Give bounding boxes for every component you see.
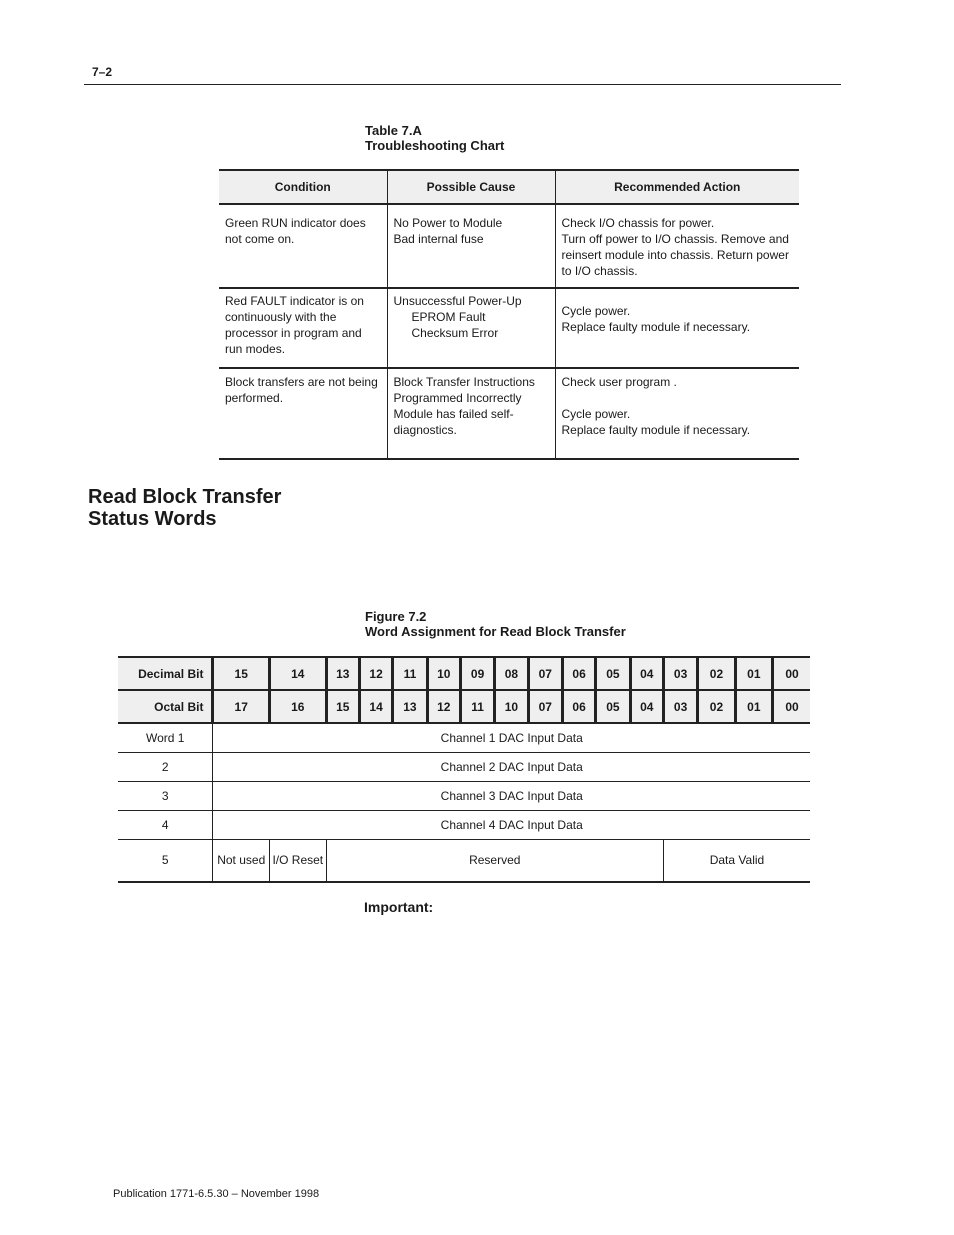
spacer: [562, 390, 794, 406]
action-item: Replace faulty module if necessary.: [561, 423, 751, 437]
octal-bit-cell: 06: [562, 690, 595, 723]
page-number: 7–2: [92, 65, 113, 79]
action-item: Replace faulty module if necessary.: [561, 320, 751, 334]
figure-caption: [365, 609, 626, 639]
action-cell: [555, 368, 799, 459]
decimal-bit-cell: 12: [359, 657, 392, 690]
cause-item: Bad internal fuse: [393, 232, 484, 246]
decimal-bit-cell: 02: [698, 657, 735, 690]
word-assignment-table: [118, 656, 810, 883]
decimal-bit-cell: 00: [773, 657, 810, 690]
cause-item: Unsuccessful Power-Up: [393, 294, 522, 308]
action-item: Check user program .: [561, 375, 677, 389]
action-cell: [555, 204, 799, 288]
octal-bit-cell: 13: [393, 690, 427, 723]
action-cell: [555, 288, 799, 368]
decimal-bit-cell: 05: [596, 657, 630, 690]
table-row: [219, 204, 799, 288]
important-label: Important:: [364, 899, 434, 915]
word-label: 5: [118, 840, 213, 883]
cause-cell: [387, 204, 555, 288]
word-label: 3: [118, 782, 213, 811]
section-title-line-2: Status Words: [88, 508, 217, 530]
decimal-bit-cell: 01: [735, 657, 772, 690]
octal-bit-label: Octal Bit: [118, 690, 213, 723]
word-row: [118, 840, 810, 883]
condition-cell: Red FAULT indicator is on continuously with the processor in program and run modes.: [219, 288, 387, 368]
header-divider: [84, 84, 841, 85]
word-content: Channel 3 DAC Input Data: [213, 782, 810, 811]
word-content: Channel 4 DAC Input Data: [213, 811, 810, 840]
decimal-bit-cell: 15: [213, 657, 270, 690]
cause-item: EPROM Fault: [411, 310, 486, 324]
decimal-bit-cell: 14: [270, 657, 327, 690]
publication-footer: Publication 1771-6.5.30 – November 1998: [113, 1188, 320, 1200]
table-row: [219, 368, 799, 459]
octal-bit-row: [118, 690, 810, 723]
word-label: 4: [118, 811, 213, 840]
decimal-bit-cell: 13: [326, 657, 359, 690]
figure-title: Word Assignment for Read Block Transfer: [365, 624, 626, 639]
octal-bit-cell: 03: [663, 690, 697, 723]
io-reset-cell: I/O Reset: [270, 840, 327, 883]
table-title: Troubleshooting Chart: [365, 138, 505, 153]
action-item: Turn off power to I/O chassis. Remove and reinsert module into chassis. Return power to I/O chassis.: [561, 232, 789, 278]
decimal-bit-cell: 04: [630, 657, 663, 690]
section-title-line-1: Read Block Transfer: [88, 486, 282, 508]
octal-bit-cell: 07: [528, 690, 562, 723]
table-label: Table 7.A: [365, 123, 422, 138]
not-used-cell: Not used: [213, 840, 270, 883]
header-possible-cause: Possible Cause: [387, 170, 555, 204]
octal-bit-cell: 00: [773, 690, 810, 723]
cause-item: No Power to Module: [393, 216, 503, 230]
octal-bit-cell: 12: [427, 690, 460, 723]
octal-bit-cell: 11: [460, 690, 494, 723]
reserved-cell: Reserved: [326, 840, 663, 883]
decimal-bit-cell: 10: [427, 657, 460, 690]
word-row: [118, 811, 810, 840]
action-item: Cycle power.: [561, 304, 631, 318]
word-row: [118, 753, 810, 782]
action-item: Check I/O chassis for power.: [561, 216, 715, 230]
word-content: Channel 2 DAC Input Data: [213, 753, 810, 782]
table-caption: [365, 123, 504, 153]
troubleshooting-table: [219, 169, 799, 460]
octal-bit-cell: 16: [270, 690, 327, 723]
decimal-bit-cell: 03: [663, 657, 697, 690]
octal-bit-cell: 10: [495, 690, 528, 723]
decimal-bit-cell: 09: [460, 657, 494, 690]
section-heading: [88, 486, 281, 530]
word-label: 2: [118, 753, 213, 782]
word-label: Word 1: [118, 723, 213, 753]
header-recommended-action: Recommended Action: [555, 170, 799, 204]
figure-label: Figure 7.2: [365, 609, 427, 624]
table-header-row: [219, 170, 799, 204]
cause-cell: [387, 368, 555, 459]
octal-bit-cell: 14: [359, 690, 392, 723]
cause-item: Block Transfer Instructions Programmed Incorrectly: [393, 375, 535, 405]
header-condition: Condition: [219, 170, 387, 204]
decimal-bit-cell: 11: [393, 657, 427, 690]
data-valid-cell: Data Valid: [663, 840, 810, 883]
cause-item: Checksum Error: [411, 326, 499, 340]
table-row: [219, 288, 799, 368]
word-row: [118, 782, 810, 811]
decimal-bit-cell: 07: [528, 657, 562, 690]
cause-cell: [387, 288, 555, 368]
octal-bit-cell: 04: [630, 690, 663, 723]
condition-cell: Green RUN indicator does not come on.: [219, 204, 387, 288]
decimal-bit-cell: 08: [495, 657, 528, 690]
word-row: [118, 723, 810, 753]
condition-cell: Block transfers are not being performed.: [219, 368, 387, 459]
octal-bit-cell: 15: [326, 690, 359, 723]
octal-bit-cell: 05: [596, 690, 630, 723]
decimal-bit-row: [118, 657, 810, 690]
decimal-bit-cell: 06: [562, 657, 595, 690]
octal-bit-cell: 02: [698, 690, 735, 723]
octal-bit-cell: 01: [735, 690, 772, 723]
word-content: Channel 1 DAC Input Data: [213, 723, 810, 753]
action-item: Cycle power.: [561, 407, 631, 421]
octal-bit-cell: 17: [213, 690, 270, 723]
cause-item: Module has failed self-diagnostics.: [393, 407, 514, 437]
decimal-bit-label: Decimal Bit: [118, 657, 213, 690]
